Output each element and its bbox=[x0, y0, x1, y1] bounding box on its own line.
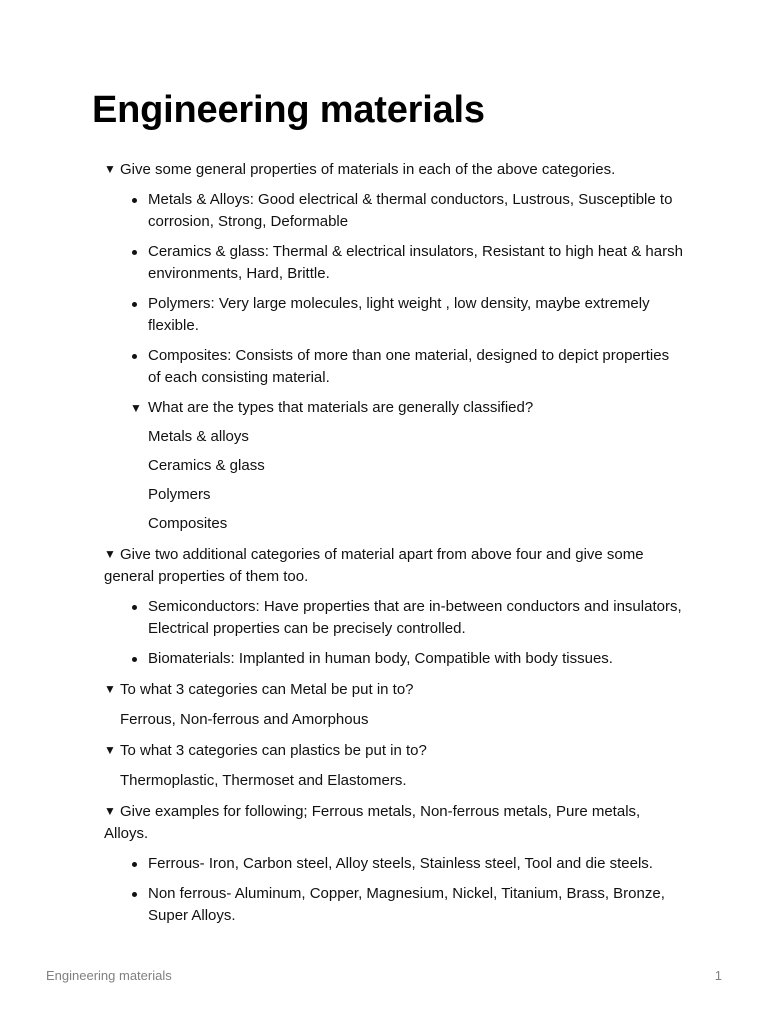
toggle-heading[interactable] bbox=[104, 800, 684, 845]
toggle-heading-text: To what 3 categories can Metal be put in to? bbox=[120, 681, 414, 698]
toggle-triangle-icon[interactable]: ▼ bbox=[130, 401, 142, 415]
list-item: Composites: Consists of more than one material, designed to depict properties of each consisting material. bbox=[130, 345, 684, 389]
toggle-block-metal-categories bbox=[104, 678, 684, 731]
list-item: Metals & alloys bbox=[148, 428, 249, 445]
list-item: Non ferrous- Aluminum, Copper, Magnesium, Nickel, Titanium, Brass, Bronze, Super Alloys. bbox=[130, 883, 684, 927]
toggle-block-metal-examples bbox=[104, 800, 684, 927]
page-title: Engineering materials bbox=[92, 89, 485, 131]
list-item: Metals & Alloys: Good electrical & thermal conductors, Lustrous, Susceptible to corrosion, Strong, Deformable bbox=[130, 189, 684, 233]
toggle-heading[interactable] bbox=[104, 739, 684, 762]
toggle-heading-text: Give two additional categories of material apart from above four and give some general properties of them too. bbox=[104, 546, 644, 585]
toggle-triangle-icon[interactable]: ▼ bbox=[104, 682, 116, 696]
bullet-list bbox=[104, 189, 684, 535]
list-item: Semiconductors: Have properties that are in-between conductors and insulators, Electrical properties can be precisely controlled. bbox=[130, 596, 684, 640]
toggle-block-material-properties bbox=[104, 158, 684, 535]
toggle-heading[interactable] bbox=[104, 158, 684, 181]
toggle-triangle-icon[interactable]: ▼ bbox=[104, 804, 116, 818]
toggle-heading-text: To what 3 categories can plastics be put in to? bbox=[120, 742, 427, 759]
toggle-block-plastic-categories bbox=[104, 739, 684, 792]
toggle-heading-text[interactable]: What are the types that materials are generally classified? bbox=[148, 399, 534, 416]
list-item: Ferrous- Iron, Carbon steel, Alloy steels, Stainless steel, Tool and die steels. bbox=[130, 853, 684, 875]
bullet-list bbox=[104, 853, 684, 927]
bullet-list bbox=[104, 596, 684, 670]
toggle-heading-text: Give examples for following; Ferrous metals, Non-ferrous metals, Pure metals, Alloys. bbox=[104, 803, 641, 842]
list-item: Ceramics & glass: Thermal & electrical insulators, Resistant to high heat & harsh environments, Hard, Brittle. bbox=[130, 241, 684, 285]
list-item: Biomaterials: Implanted in human body, Compatible with body tissues. bbox=[130, 648, 684, 670]
document-body bbox=[104, 158, 684, 935]
toggle-triangle-icon[interactable]: ▼ bbox=[104, 162, 116, 176]
classification-list bbox=[148, 426, 684, 535]
toggle-block-additional-categories bbox=[104, 543, 684, 670]
toggle-triangle-icon[interactable]: ▼ bbox=[104, 743, 116, 757]
list-item: Polymers: Very large molecules, light weight , low density, maybe extremely flexible. bbox=[130, 293, 684, 337]
toggle-answer: Ferrous, Non-ferrous and Amorphous bbox=[120, 711, 369, 728]
footer-document-title: Engineering materials bbox=[46, 968, 172, 983]
list-item: Polymers bbox=[148, 486, 211, 503]
toggle-answer: Thermoplastic, Thermoset and Elastomers. bbox=[120, 772, 407, 789]
toggle-heading[interactable] bbox=[104, 543, 684, 588]
list-item: Ceramics & glass bbox=[148, 457, 265, 474]
toggle-heading-text: Give some general properties of materials in each of the above categories. bbox=[120, 161, 616, 178]
toggle-heading[interactable] bbox=[104, 678, 684, 701]
toggle-triangle-icon[interactable]: ▼ bbox=[104, 547, 116, 561]
footer-page-number: 1 bbox=[714, 968, 722, 983]
list-item: Composites bbox=[148, 515, 228, 532]
nested-toggle-block bbox=[130, 397, 684, 535]
